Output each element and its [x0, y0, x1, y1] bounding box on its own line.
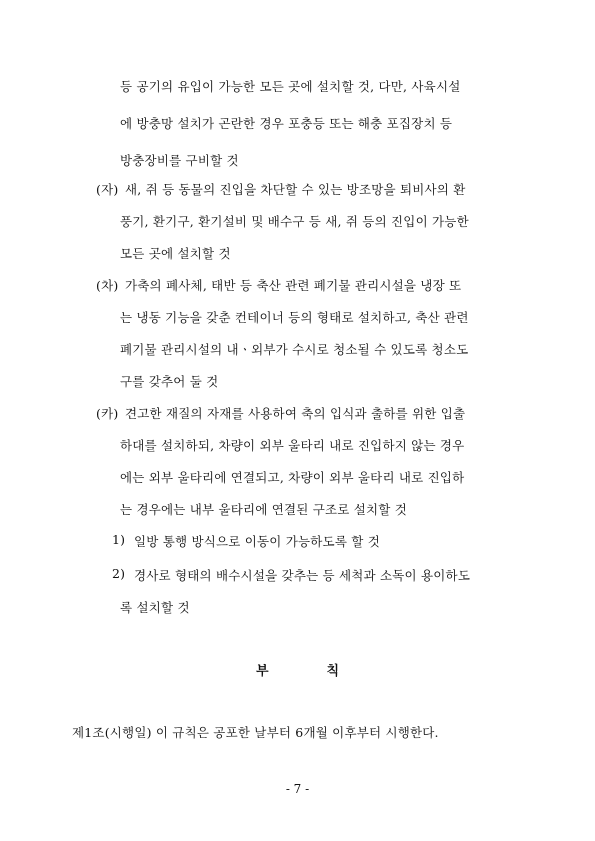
item-marker: 1)	[112, 532, 126, 547]
section-title	[0, 660, 595, 679]
text-line: 가축의 폐사체, 태반 등 축산 관련 폐기물 관리시설을 냉장 또	[125, 278, 462, 293]
text-line: 방충장비를 구비할 것	[120, 153, 239, 168]
page-number: - 7 -	[285, 782, 310, 796]
text-line: 경사로 형태의 배수시설을 갖추는 등 세척과 소독이 용이하도	[134, 568, 471, 583]
text-line: 하대를 설치하되, 차량이 외부 울타리 내로 진입하지 않는 경우	[120, 438, 465, 453]
text-line: 는 경우에는 내부 울타리에 연결된 구조로 설치할 것	[120, 502, 407, 517]
text-line: 폐기물 관리시설의 내ㆍ외부가 수시로 청소될 수 있도록 청소도	[120, 342, 469, 357]
article-text: 제1조(시행일) 이 규칙은 공포한 날부터 6개월 이후부터 시행한다.	[72, 725, 439, 740]
text-line: 록 설치할 것	[120, 600, 190, 615]
text-line: 일방 통행 방식으로 이동이 가능하도록 할 것	[134, 534, 380, 549]
text-line: 는 냉동 기능을 갖춘 컨테이너 등의 형태로 설치하고, 축산 관련	[120, 310, 469, 325]
text-line: 에 방충망 설치가 곤란한 경우 포충등 또는 해충 포집장치 등	[120, 116, 453, 131]
text-line: 모든 곳에 설치할 것	[120, 246, 231, 261]
text-line: 새, 쥐 등 동물의 진입을 차단할 수 있는 방조망을 퇴비사의 환	[125, 182, 466, 197]
text-line: 풍기, 환기구, 환기설비 및 배수구 등 새, 쥐 등의 진입이 가능한	[120, 214, 469, 229]
item-marker: 2)	[112, 566, 126, 581]
text-line: 등 공기의 유입이 가능한 모든 곳에 설치할 것, 다만, 사육시설	[120, 79, 461, 94]
text-line: 견고한 재질의 자재를 사용하여 축의 입식과 출하를 위한 입출	[125, 406, 466, 421]
clause-marker: (카)	[96, 406, 119, 421]
section-title-left: 부	[255, 664, 269, 679]
section-title-right: 칙	[326, 664, 340, 679]
clause-marker: (자)	[96, 182, 119, 197]
clause-marker: (차)	[96, 278, 119, 293]
text-line: 구를 갖추어 둘 것	[120, 374, 219, 389]
text-line: 에는 외부 울타리에 연결되고, 차량이 외부 울타리 내로 진입하	[120, 470, 465, 485]
